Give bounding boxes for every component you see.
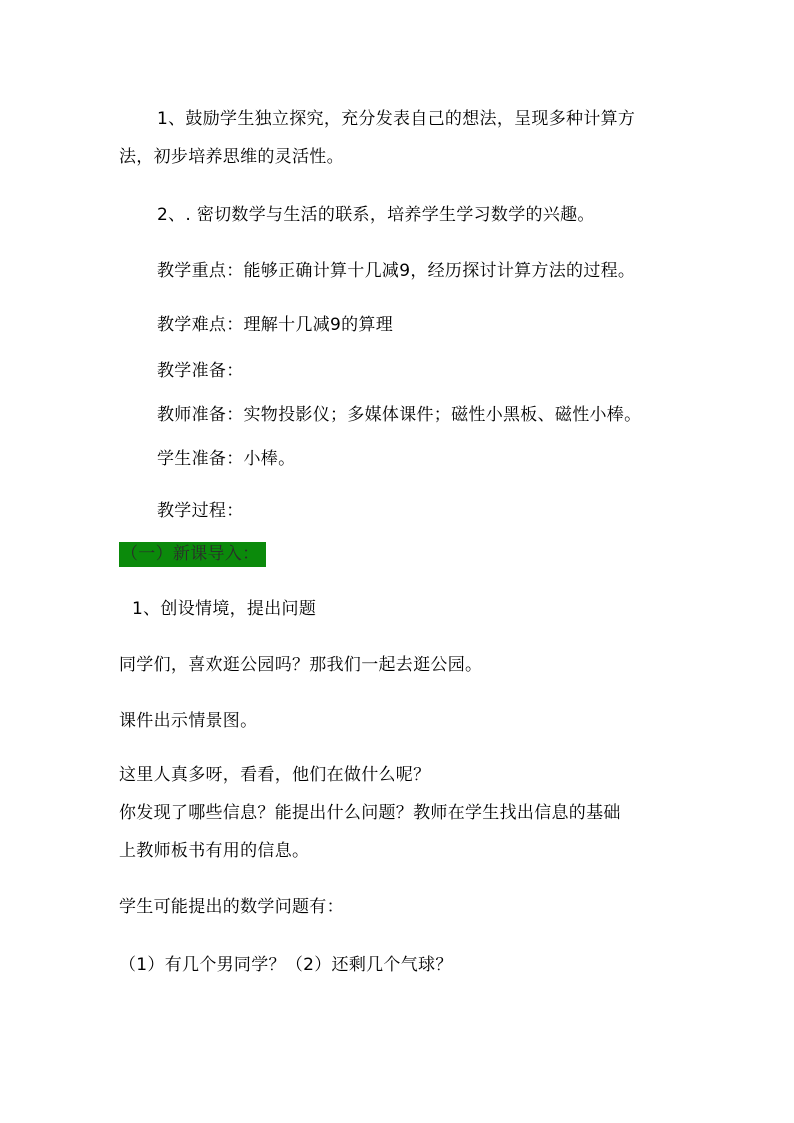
step-1-title: 1、创设情境，提出问题 [132,599,317,619]
possible-questions-intro: 学生可能提出的数学问题有： [119,897,344,917]
intro-question: 同学们，喜欢逛公园吗？那我们一起去逛公园。 [119,655,483,675]
goal-2: 2、. 密切数学与生活的联系，培养学生学习数学的兴趣。 [157,205,595,225]
teaching-focus: 教学重点：能够正确计算十几减9，经历探讨计算方法的过程。 [157,261,636,281]
goal-1-line-2: 法，初步培养思维的灵活性。 [119,147,344,167]
teaching-process: 教学过程： [157,501,244,521]
section-heading: （一）新课导入： [121,544,260,564]
teacher-preparation: 教师准备：实物投影仪；多媒体课件；磁性小黑板、磁性小棒。 [157,405,642,425]
teaching-preparation: 教学准备： [157,361,244,381]
possible-questions: （1）有几个男同学？（2）还剩几个气球？ [119,955,453,975]
student-preparation: 学生准备：小棒。 [157,449,296,469]
info-question-line-2: 上教师板书有用的信息。 [119,841,310,861]
goal-1-line-1: 1、鼓励学生独立探究，充分发表自己的想法，呈现多种计算方 [157,109,636,129]
info-question-line-1: 你发现了哪些信息？能提出什么问题？教师在学生找出信息的基础 [119,803,621,823]
teaching-difficulty: 教学难点：理解十几减9的算理 [157,315,394,335]
show-scene: 课件出示情景图。 [119,711,258,731]
scene-prompt: 这里人真多呀，看看，他们在做什么呢？ [119,765,431,785]
